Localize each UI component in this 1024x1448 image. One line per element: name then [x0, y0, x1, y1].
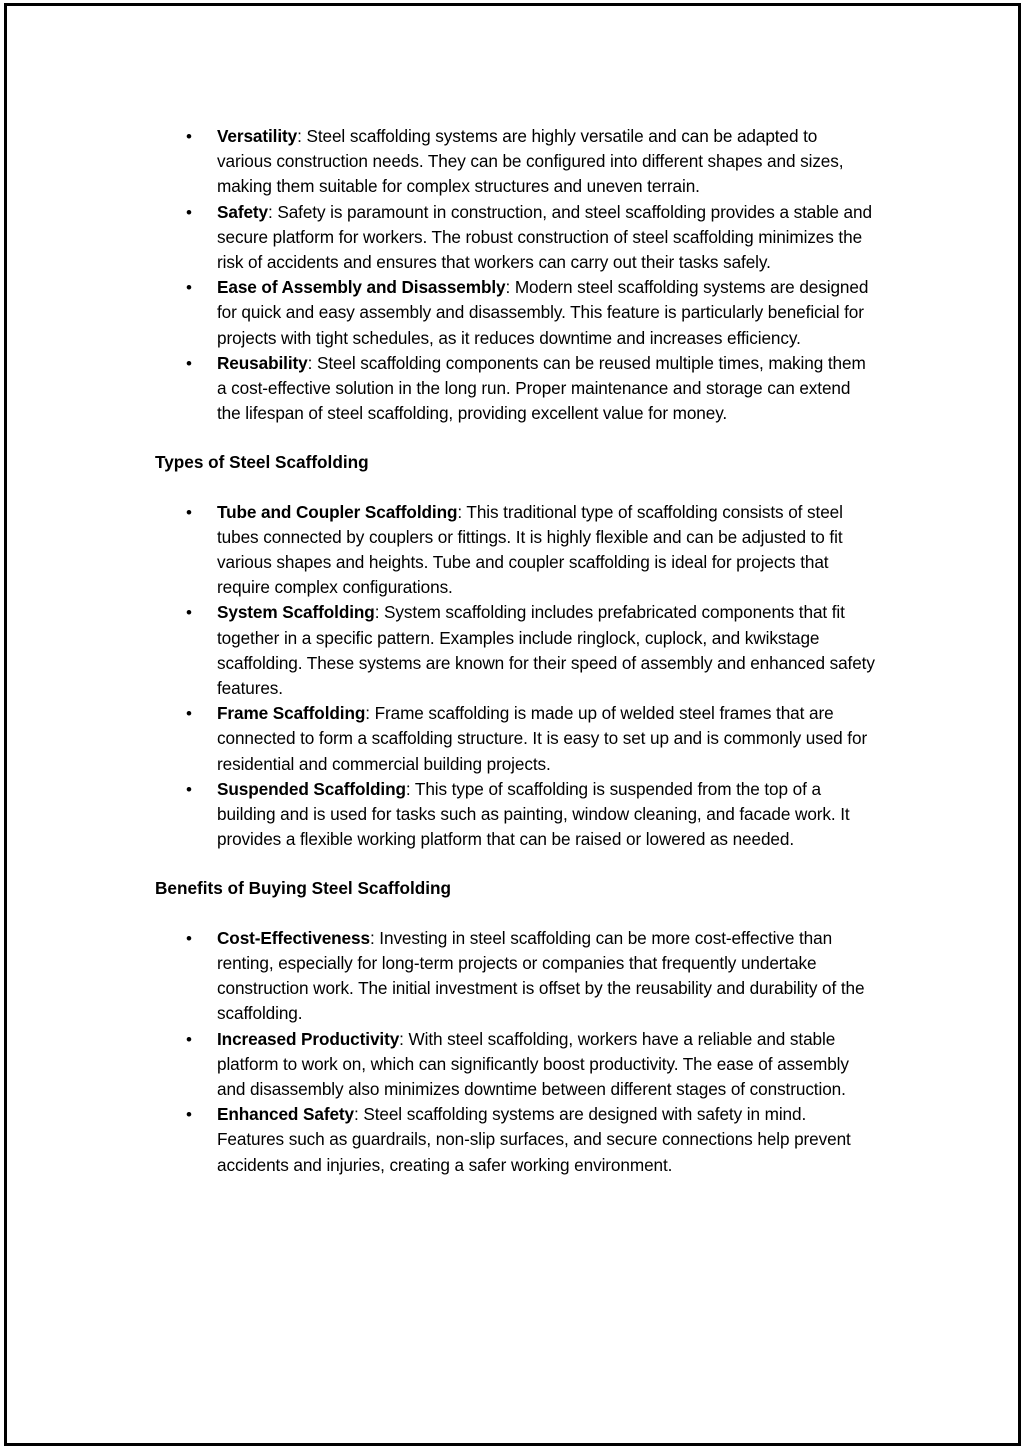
bullet-icon: •	[186, 928, 192, 948]
item-text: : Modern steel scaffolding systems are designed for quick and easy assembly and disassembly. This feature is particularly beneficial for projects with tight schedules, as it reduces downtime and increases efficiency.	[217, 277, 869, 348]
list-item	[155, 500, 875, 601]
bullet-icon: •	[186, 1105, 192, 1125]
item-text: : This type of scaffolding is suspended from the top of a building and is used for tasks such as painting, window cleaning, and facade work. It provides a flexible working platform that can be raised or lowered as needed.	[217, 778, 850, 850]
item-term: Enhanced Safety	[217, 1104, 354, 1125]
item-text: : Safety is paramount in construction, and steel scaffolding provides a stable and secure platform for workers. The robust construction of steel scaffolding minimizes the risk of accidents and ensures that workers can carry out their tasks safely.	[217, 201, 872, 273]
item-text: : System scaffolding includes prefabricated components that fit together in a specific pattern. Examples include ringlock, cuplock, and kwikstage scaffolding. These systems are known for their speed of assembly and enhanced safety features.	[217, 602, 875, 699]
item-text: : Frame scaffolding is made up of welded steel frames that are connected to form a scaffolding structure. It is easy to set up and is commonly used for residential and commercial building projects.	[217, 703, 868, 774]
list-item	[155, 1027, 875, 1103]
list-item	[155, 351, 875, 427]
item-term: System Scaffolding	[217, 602, 375, 623]
item-term: Cost-Effectiveness	[217, 927, 370, 948]
bullet-icon: •	[186, 603, 192, 623]
list-item	[155, 124, 875, 200]
item-term: Frame Scaffolding	[217, 703, 366, 724]
bullet-icon: •	[186, 278, 192, 298]
types-list	[155, 500, 875, 853]
item-text: : Investing in steel scaffolding can be more cost-effective than renting, especially for long-term projects or companies that frequently undertake construction work. The initial investment is offset by the reusability and durability of the scaffolding.	[217, 927, 865, 1024]
item-term: Tube and Coupler Scaffolding	[217, 501, 458, 522]
list-item	[155, 275, 875, 351]
bullet-icon: •	[186, 202, 192, 222]
list-item	[155, 600, 875, 701]
item-term: Versatility	[217, 126, 298, 146]
list-item	[155, 701, 875, 777]
item-term: Increased Productivity	[217, 1028, 400, 1049]
list-item	[155, 926, 875, 1027]
item-text: : Steel scaffolding systems are highly versatile and can be adapted to various construction needs. They can be configured into different shapes and sizes, making them suitable for complex structures and uneven terrain.	[217, 126, 844, 197]
bullet-icon: •	[186, 127, 192, 146]
item-text: : With steel scaffolding, workers have a reliable and stable platform to work on, which can significantly boost productivity. The ease of assembly and disassembly also minimizes downtime between different stages of construction.	[217, 1028, 849, 1099]
benefits-list	[155, 926, 875, 1178]
bullet-icon: •	[186, 1029, 192, 1049]
list-item	[155, 200, 875, 276]
bullet-icon: •	[186, 779, 192, 799]
item-term: Suspended Scaffolding	[217, 778, 406, 799]
types-heading: Types of Steel Scaffolding	[155, 452, 369, 473]
document-body	[155, 124, 875, 1178]
item-text: : Steel scaffolding components can be reused multiple times, making them a cost-effective solution in the long run. Proper maintenance and storage can extend the lifespan of steel scaffolding, providing excellent value for money.	[217, 352, 866, 424]
benefits-heading: Benefits of Buying Steel Scaffolding	[155, 878, 452, 899]
list-item	[155, 1102, 875, 1178]
item-text: : Steel scaffolding systems are designed with safety in mind. Features such as guardrails, non-slip surfaces, and secure connections help prevent accidents and injuries, creating a safer working environment.	[217, 1104, 851, 1175]
item-text: : This traditional type of scaffolding consists of steel tubes connected by couplers or fittings. It is highly flexible and can be adjusted to fit various shapes and heights. Tube and coupler scaffolding is ideal for projects that require complex configurations.	[217, 501, 843, 598]
bullet-icon: •	[186, 353, 192, 373]
intro-list	[155, 124, 875, 426]
item-term: Safety	[217, 201, 268, 222]
bullet-icon: •	[186, 704, 192, 724]
item-term: Ease of Assembly and Disassembly	[217, 277, 506, 298]
list-item	[155, 777, 875, 853]
bullet-icon: •	[186, 502, 192, 522]
item-term: Reusability	[217, 352, 308, 373]
